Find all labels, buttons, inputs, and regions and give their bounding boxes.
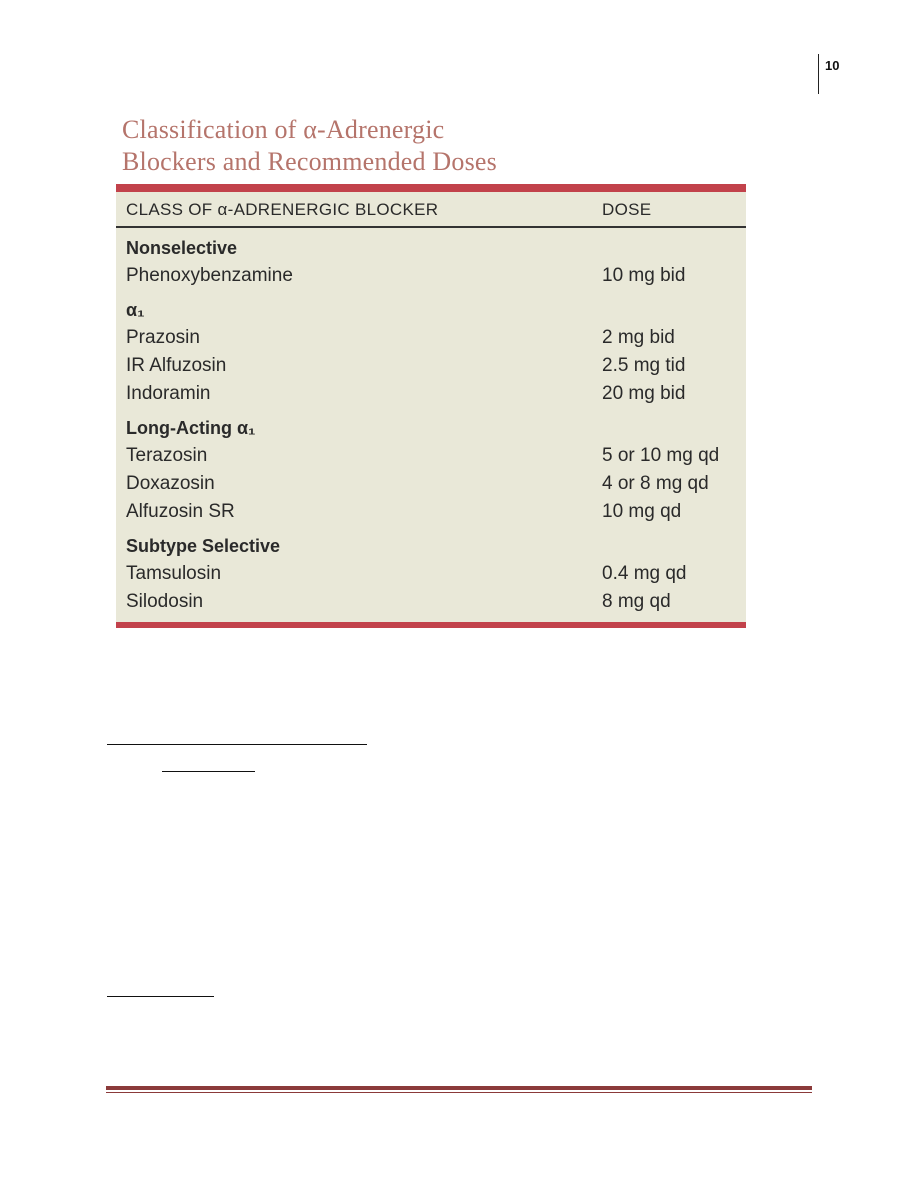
drug-name: Alfuzosin SR xyxy=(126,501,235,522)
drug-name: Doxazosin xyxy=(126,473,215,494)
table-row xyxy=(116,498,746,526)
table-row xyxy=(116,380,746,408)
drug-name: Indoramin xyxy=(126,383,211,404)
drug-name: Tamsulosin xyxy=(126,563,222,584)
footer-rule-thin xyxy=(106,1092,812,1093)
page-number: 10 xyxy=(825,58,840,73)
footer-rule xyxy=(106,1086,812,1090)
drug-name: Silodosin xyxy=(126,591,204,612)
table-row xyxy=(116,588,746,622)
drug-dose: 4 or 8 mg qd xyxy=(602,473,709,494)
group-row-alpha1 xyxy=(116,290,746,324)
drug-dose: 10 mg bid xyxy=(602,265,686,286)
drug-name: Phenoxybenzamine xyxy=(126,265,293,286)
group-label: Nonselective xyxy=(126,237,238,258)
drug-dose: 20 mg bid xyxy=(602,383,686,404)
drug-dose: 0.4 mg qd xyxy=(602,563,687,584)
drug-dose: 5 or 10 mg qd xyxy=(602,445,720,466)
dose-table-figure xyxy=(116,114,746,628)
table-row xyxy=(116,352,746,380)
drug-dose: 10 mg qd xyxy=(602,501,682,522)
table-title-line-2: Blockers and Recommended Doses xyxy=(122,147,497,176)
group-row-long-acting-alpha1 xyxy=(116,408,746,442)
table-title-line-1: Classification of α-Adrenergic xyxy=(122,115,445,144)
drug-dose: 8 mg qd xyxy=(602,591,671,612)
table-row xyxy=(116,262,746,290)
group-label: Long-Acting α₁ xyxy=(126,417,256,438)
drug-dose: 2 mg bid xyxy=(602,327,675,348)
group-row-nonselective xyxy=(116,227,746,262)
table-header-row xyxy=(116,192,746,227)
group-row-subtype-selective xyxy=(116,526,746,560)
header-class: CLASS OF α-ADRENERGIC BLOCKER xyxy=(116,192,596,227)
page-number-divider xyxy=(818,54,819,94)
dose-table xyxy=(116,192,746,622)
drug-dose: 2.5 mg tid xyxy=(602,355,686,376)
table-row xyxy=(116,560,746,588)
group-label: Subtype Selective xyxy=(126,535,281,556)
table-box xyxy=(116,184,746,628)
table-title xyxy=(122,114,746,178)
drug-name: Terazosin xyxy=(126,445,208,466)
table-row xyxy=(116,470,746,498)
blank-subheading-underline xyxy=(162,771,255,772)
blank-heading-underline xyxy=(107,744,367,745)
group-label: α₁ xyxy=(126,299,145,320)
blank-heading-underline-2 xyxy=(107,996,214,997)
table-row xyxy=(116,324,746,352)
drug-name: IR Alfuzosin xyxy=(126,355,227,376)
table-row xyxy=(116,442,746,470)
drug-name: Prazosin xyxy=(126,327,200,348)
header-dose: DOSE xyxy=(596,192,746,227)
